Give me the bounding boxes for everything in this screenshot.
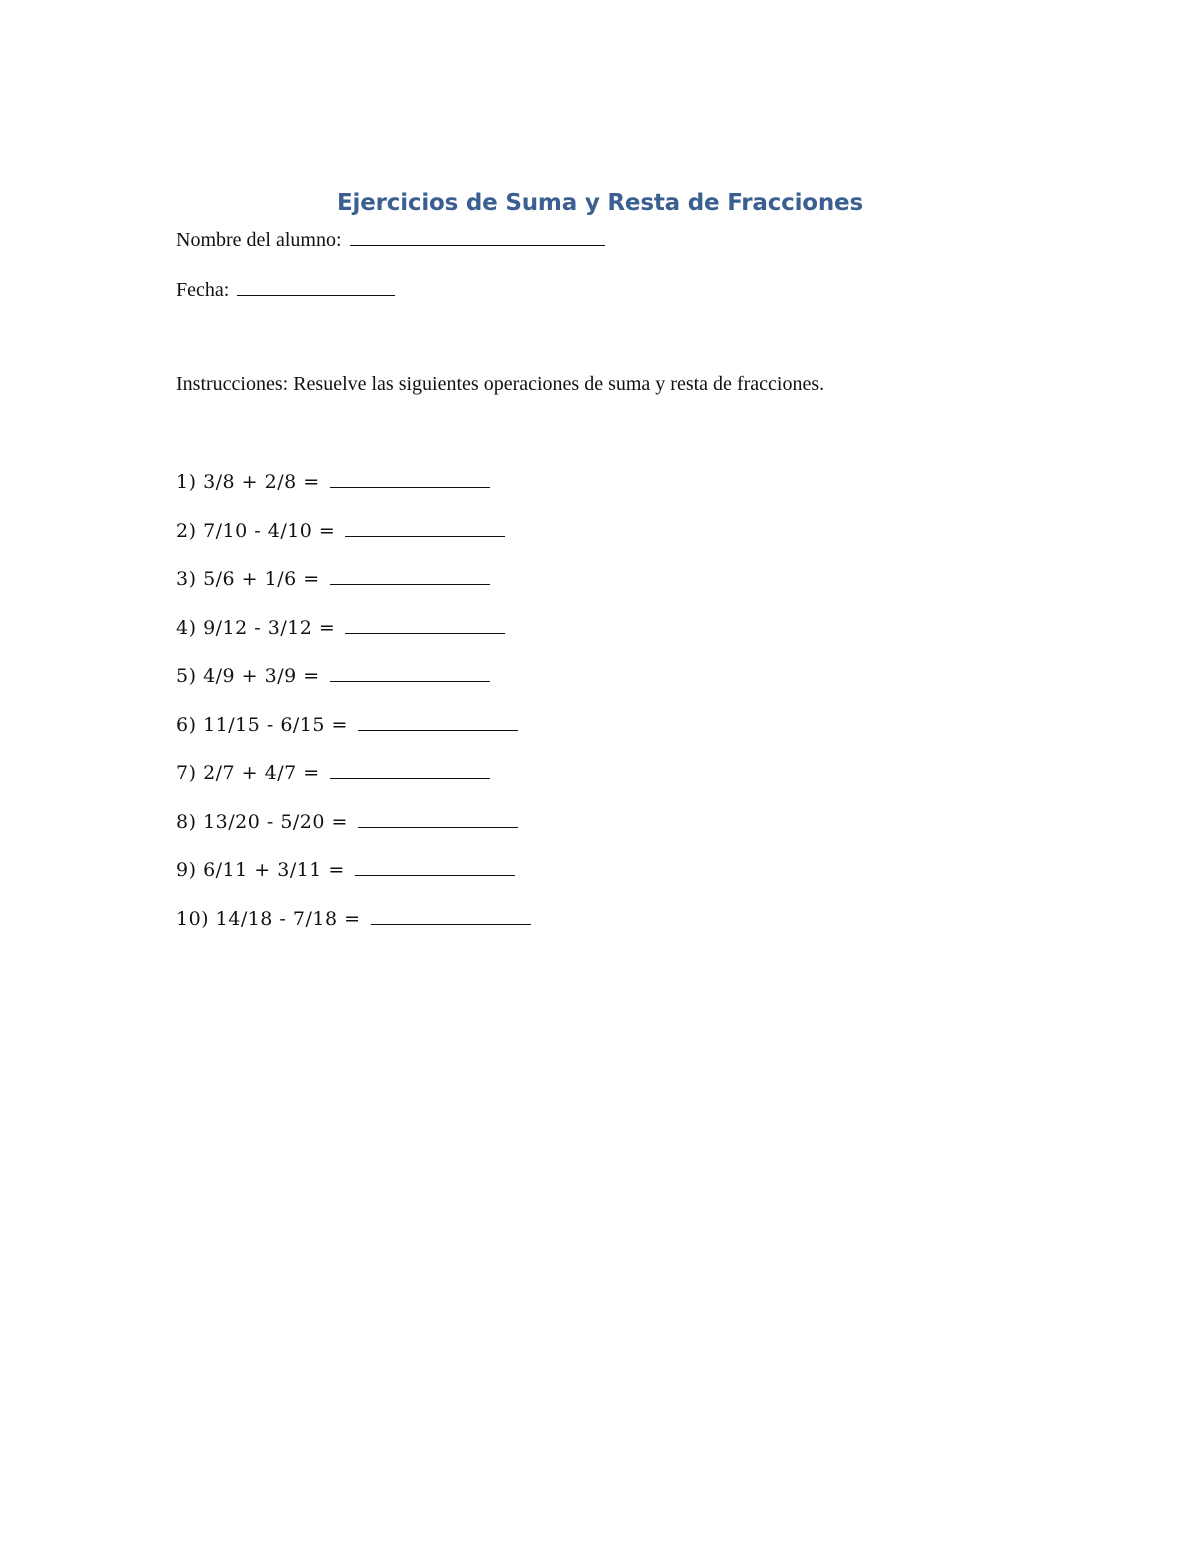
exercise-item [176, 811, 518, 833]
student-name-label: Nombre del alumno: [176, 229, 342, 251]
student-name-blank [350, 228, 605, 246]
answer-blank [330, 471, 490, 488]
exercise-number: 8) [176, 811, 197, 833]
date-label: Fecha: [176, 279, 230, 301]
answer-blank [358, 714, 518, 731]
answer-blank [355, 859, 515, 876]
exercise-expression: 9/12 - 3/12 = [203, 617, 336, 639]
exercise-number: 4) [176, 617, 197, 639]
date-blank [237, 278, 395, 296]
exercise-item [176, 859, 515, 881]
answer-blank [358, 811, 518, 828]
exercise-number: 9) [176, 859, 197, 881]
exercise-item [176, 908, 531, 930]
student-name-field [176, 228, 605, 252]
exercise-number: 10) [176, 908, 210, 930]
exercise-expression: 13/20 - 5/20 = [203, 811, 348, 833]
exercise-expression: 14/18 - 7/18 = [215, 908, 361, 930]
exercise-number: 1) [176, 471, 197, 493]
date-field [176, 278, 395, 302]
exercise-expression: 2/7 + 4/7 = [203, 762, 320, 784]
exercise-item [176, 762, 490, 784]
exercise-number: 6) [176, 714, 197, 736]
exercise-item [176, 520, 505, 542]
exercise-expression: 7/10 - 4/10 = [203, 520, 336, 542]
exercise-expression: 5/6 + 1/6 = [203, 568, 320, 590]
exercise-number: 3) [176, 568, 197, 590]
exercise-expression: 6/11 + 3/11 = [203, 859, 345, 881]
answer-blank [371, 908, 531, 925]
exercise-number: 7) [176, 762, 197, 784]
exercise-item [176, 665, 490, 687]
exercise-item [176, 714, 518, 736]
instructions-text: Instrucciones: Resuelve las siguientes operaciones de suma y resta de fracciones. [176, 373, 825, 395]
exercise-expression: 4/9 + 3/9 = [203, 665, 320, 687]
exercise-number: 2) [176, 520, 197, 542]
exercise-item [176, 617, 505, 639]
exercise-number: 5) [176, 665, 197, 687]
exercise-expression: 3/8 + 2/8 = [203, 471, 320, 493]
answer-blank [330, 762, 490, 779]
exercise-item [176, 568, 490, 590]
exercise-item [176, 471, 490, 493]
answer-blank [345, 520, 505, 537]
exercise-expression: 11/15 - 6/15 = [203, 714, 348, 736]
answer-blank [330, 568, 490, 585]
answer-blank [330, 665, 490, 682]
page-title: Ejercicios de Suma y Resta de Fracciones [337, 190, 863, 216]
answer-blank [345, 617, 505, 634]
